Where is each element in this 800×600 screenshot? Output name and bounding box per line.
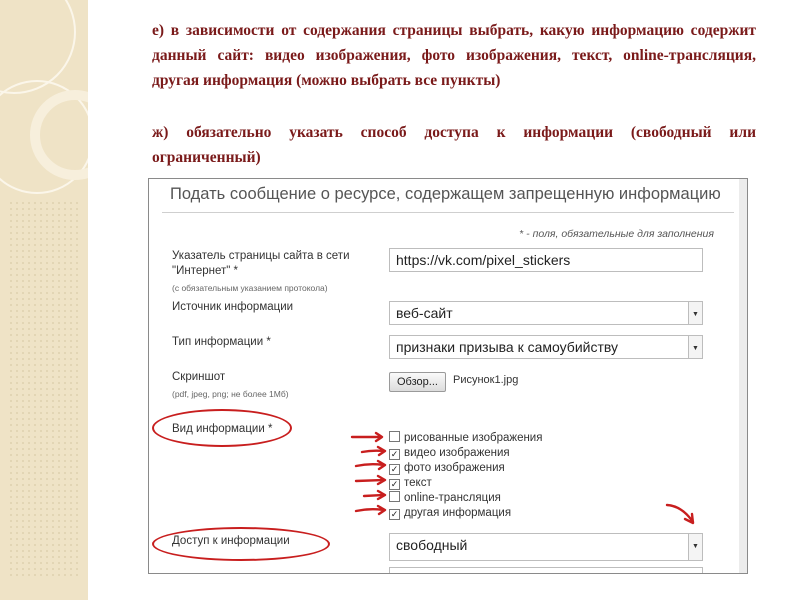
check-icon: ✓: [390, 509, 399, 519]
checkbox-checked[interactable]: [389, 449, 400, 460]
kind-option-label: рисованные изображения: [404, 432, 543, 444]
red-oval-highlight: [152, 527, 330, 561]
kind-option-row[interactable]: [389, 461, 505, 475]
instruction-item-zh: ж) обязательно указать способ доступа к информации (свободный или ограниченный): [152, 124, 756, 166]
red-oval-highlight: [152, 409, 292, 447]
type-label: Тип информации *: [172, 336, 271, 348]
access-select[interactable]: [389, 533, 703, 561]
checkbox-unchecked[interactable]: [389, 431, 400, 442]
next-field-partial[interactable]: [389, 567, 703, 574]
form-divider: [162, 212, 734, 213]
kind-option-label: текст: [404, 477, 432, 489]
source-label: Источник информации: [172, 301, 294, 313]
decorative-side-strip: [0, 0, 88, 600]
kind-option-label: видео изображения: [404, 447, 510, 459]
checkbox-checked[interactable]: [389, 479, 400, 490]
kind-option-row[interactable]: [389, 431, 542, 445]
kind-option-label: online-трансляция: [404, 492, 501, 504]
screenshot-label-text: Скриншот: [172, 371, 226, 383]
chevron-down-icon[interactable]: ▼: [688, 534, 702, 560]
url-label: [172, 249, 350, 296]
kind-option-row[interactable]: [389, 506, 511, 520]
checkbox-checked[interactable]: [389, 509, 400, 520]
kind-label: Вид информации *: [172, 423, 273, 435]
kind-option-row[interactable]: [389, 446, 510, 460]
access-select-value: свободный: [396, 537, 468, 553]
url-label-line2: "Интернет" *: [172, 265, 239, 277]
checkbox-unchecked[interactable]: [389, 491, 400, 502]
chevron-down-icon[interactable]: ▼: [688, 302, 702, 324]
browse-button[interactable]: Обзор...: [389, 372, 446, 392]
url-label-line1: Указатель страницы сайта в сети: [172, 250, 350, 262]
selected-file-name: Рисунок1.jpg: [453, 374, 519, 386]
check-icon: ✓: [390, 479, 399, 489]
form-title: Подать сообщение о ресурсе, содержащем запрещенную информацию: [170, 185, 721, 203]
required-fields-note: * - поля, обязательные для заполнения: [519, 228, 714, 240]
url-input[interactable]: https://vk.com/pixel_stickers: [389, 248, 703, 272]
type-select-value: признаки призыва к самоубийству: [396, 339, 618, 355]
checkbox-checked[interactable]: [389, 464, 400, 475]
kind-option-row[interactable]: [389, 491, 501, 505]
check-icon: ✓: [390, 464, 399, 474]
kind-option-label: фото изображения: [404, 462, 505, 474]
form-scrollbar[interactable]: [739, 179, 747, 573]
chevron-down-icon[interactable]: ▼: [688, 336, 702, 358]
type-select[interactable]: [389, 335, 703, 359]
check-icon: ✓: [390, 449, 399, 459]
instruction-item-e: е) в зависимости от содержания страницы выбрать, какую информацию содержит данный сайт: видео изображения, фото изображения, текст, online-трансляция, другая информация (можно выбрать все пункты): [152, 22, 756, 89]
screenshot-hint: (pdf, jpeg, png; не более 1Мб): [172, 389, 289, 399]
url-label-hint: (с обязательным указанием протокола): [172, 283, 328, 293]
source-select[interactable]: [389, 301, 703, 325]
source-select-value: веб-сайт: [396, 305, 453, 321]
access-label: Доступ к информации: [172, 535, 290, 547]
report-form-screenshot: [148, 178, 748, 574]
kind-option-label: другая информация: [404, 507, 512, 519]
kind-option-row[interactable]: [389, 476, 432, 490]
decorative-dot-pattern: [8, 200, 78, 580]
screenshot-label: [172, 370, 289, 402]
